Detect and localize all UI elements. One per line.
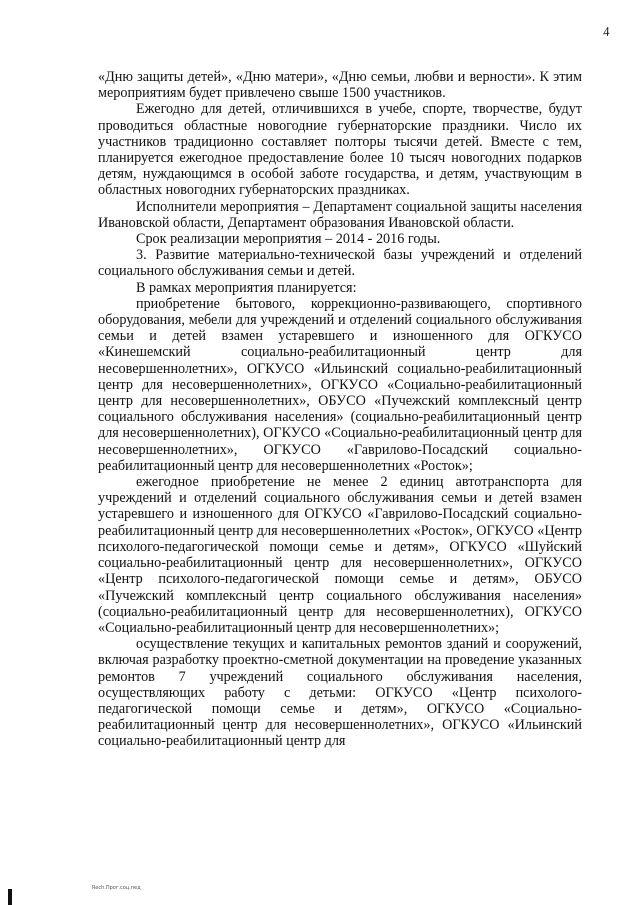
document-body: [98, 69, 582, 750]
page-number: 4: [601, 23, 611, 40]
paragraph-5: 3. Развитие материально-технической базы учреждений и отделений социального обслуживания семьи и детей.: [98, 247, 582, 280]
paragraph-6: В рамках мероприятия планируется:: [136, 279, 357, 296]
footer-file-reference: Rech.Прог.соц.пед: [92, 885, 141, 891]
paragraph-3: Исполнители мероприятия – Департамент социальной защиты населения Ивановской области, Департамент образования Ивановской области.: [98, 198, 582, 231]
paragraph-9: осуществление текущих и капитальных ремонтов зданий и сооружений, включая разработку проектно-сметной документации на проведение указанных ремонтов 7 учреждений социального обслуживания населения, осуществляющих работу с детьми: ОГКУСО «Центр психолого-педагогической помощи семье и детям», ОГКУСО «Социально-реабилитационный центр для несовершеннолетних», ОГКУСО «Ильинский социально-реабилитационный центр для: [98, 636, 582, 750]
paragraph-1: «Дню защиты детей», «Дню матери», «Дню семьи, любви и верности». К этим мероприятиям будет привлечено свыше 1500 участников.: [98, 69, 582, 102]
paragraph-4: Срок реализации мероприятия – 2014 - 2016 годы.: [136, 231, 441, 248]
paragraph-7: приобретение бытового, коррекционно-развивающего, спортивного оборудования, мебели для учреждений и отделений социального обслуживания семьи и детей взамен устаревшего и изношенного для ОГКУСО «Кинешемский социально-реабилитационный центр для несовершеннолетних», ОГКУСО «Ильинский социально-реабилитационный центр для несовершеннолетних», ОГКУСО «Социально-реабилитационный центр для несовершеннолетних», ОБУСО «Пучежский комплексный центр социального обслуживания населения» (социально-реабилитационный центр для несовершеннолетних), ОГКУСО «Социально-реабилитационный центр для несовершеннолетних», ОГКУСО «Гаврилово-Посадский социально-реабилитационный центр для несовершеннолетних «Росток»;: [98, 295, 582, 474]
paragraph-8: ежегодное приобретение не менее 2 единиц автотранспорта для учреждений и отделений социального обслуживания семьи и детей взамен устаревшего и изношенного для ОГКУСО «Гаврилово-Посадский социально-реабилитационный центр для несовершеннолетних «Росток», ОГКУСО «Центр психолого-педагогической помощи семье и детям», ОГКУСО «Шуйский социально-реабилитационный центр для несовершеннолетних», ОГКУСО «Центр психолого-педагогической помощи семье и детям», ОБУСО «Пучежский комплексный центр социального обслуживания населения» (социально-реабилитационный центр для несовершеннолетних), ОГКУСО «Социально-реабилитационный центр для несовершеннолетних»;: [98, 474, 582, 636]
scan-edge-mark: [8, 889, 12, 905]
paragraph-2: Ежегодно для детей, отличившихся в учебе, спорте, творчестве, будут проводиться областные новогодние губернаторские праздники. Число их участников традиционно составляет полторы тысячи детей. Вместе с тем, планируется ежегодное предоставление более 10 тысяч новогодних подарков детям, нуждающимся в особой заботе государства, и детям, участвующим в областных новогодних губернаторских праздниках.: [98, 101, 582, 199]
